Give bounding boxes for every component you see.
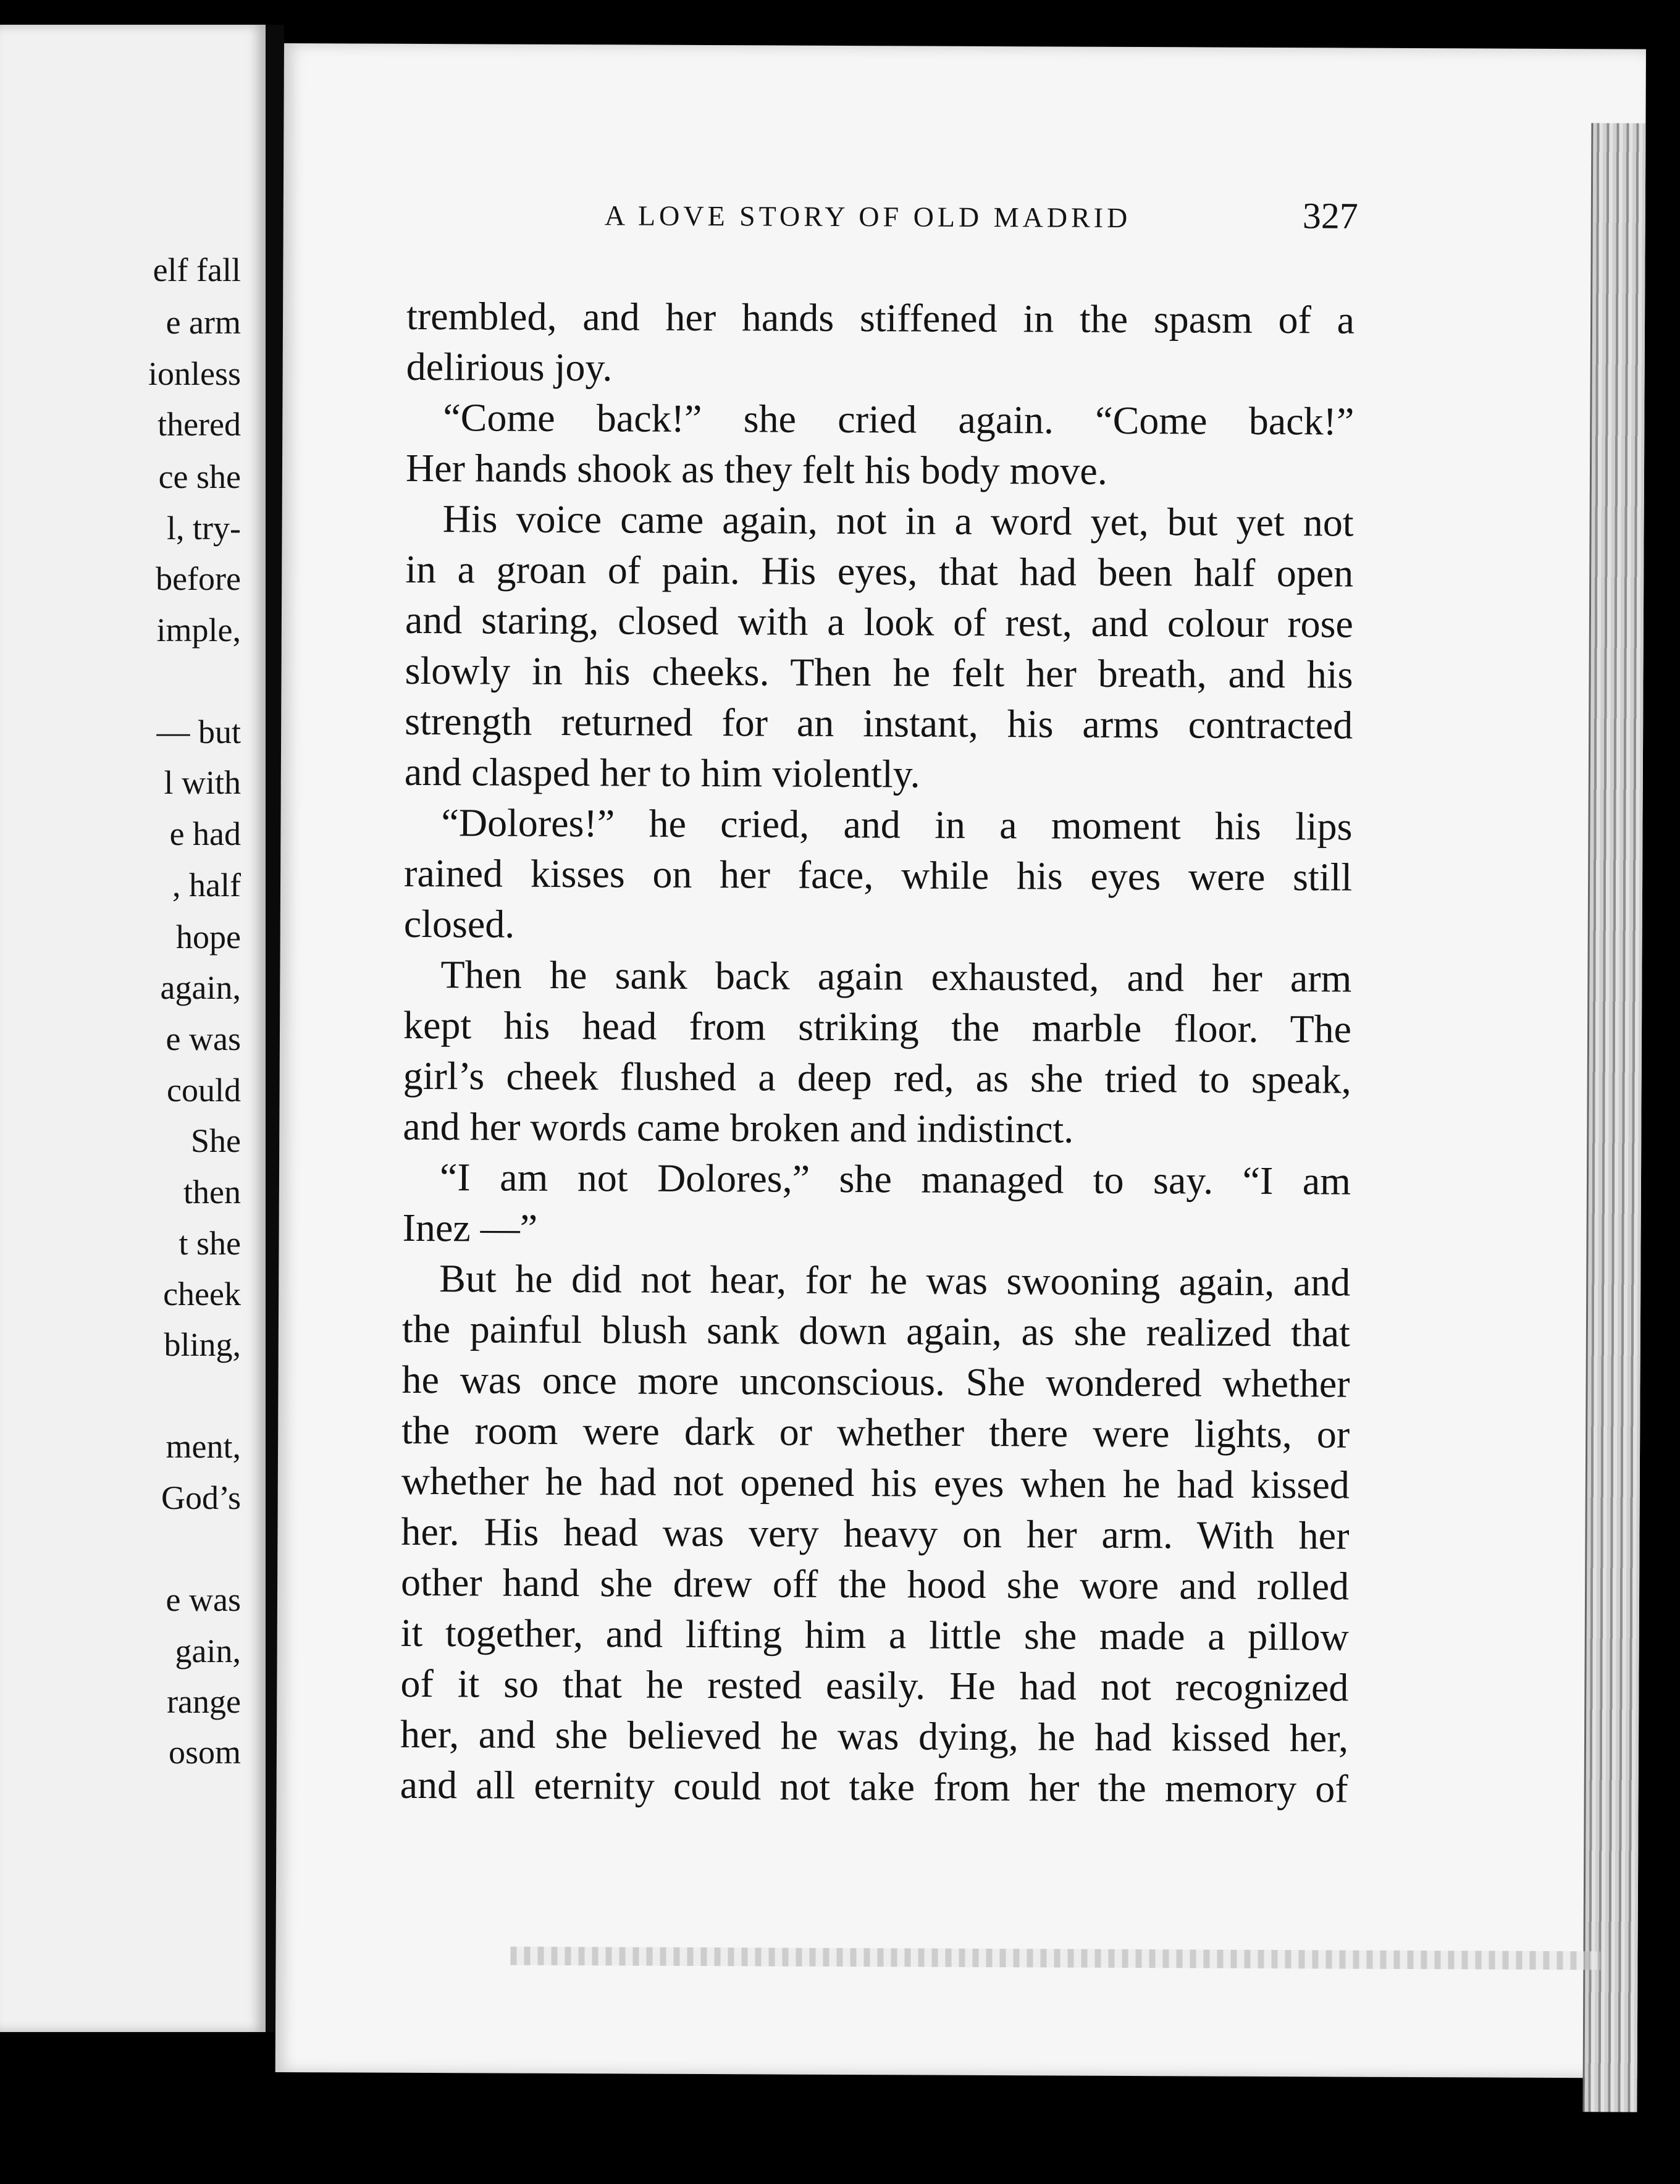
left-line: bling, (164, 1326, 241, 1363)
text-line: rained kisses on her face, while his eyes were still (403, 850, 1353, 899)
text-line: the room were dark or whether there were lights, or (401, 1408, 1350, 1456)
text-line: her, and she believed he was dying, he had kissed her, (400, 1712, 1349, 1760)
left-line: before (156, 560, 241, 597)
text-line: it together, and lifting him a little she made a pillow (400, 1610, 1349, 1659)
text-line: closed. (403, 901, 515, 946)
left-line: ionless (148, 355, 241, 392)
left-line: cheek (163, 1275, 241, 1312)
left-line: ce she (158, 458, 241, 495)
text-line: slowly in his cheeks. Then he felt her breath, and his (405, 648, 1353, 697)
left-line: osom (168, 1734, 241, 1771)
text-line: and clasped her to him violently. (404, 749, 920, 796)
text-line: But he did not hear, for he was swooning again, and (439, 1256, 1351, 1304)
left-line: e arm (166, 304, 241, 341)
bottom-page-edge (510, 1947, 1600, 1970)
left-line: gain, (175, 1632, 241, 1670)
left-line: — but (156, 713, 241, 750)
left-line: could (167, 1072, 241, 1109)
page-number: 327 (1302, 195, 1358, 237)
left-line: thered (158, 406, 241, 443)
text-line: other hand she drew off the hood she wore and rolled (400, 1560, 1350, 1608)
text-line: Her hands shook as they felt his body move. (405, 445, 1107, 493)
text-line: he was once more unconscious. She wondered whether (401, 1357, 1350, 1406)
page-header (284, 195, 1645, 253)
left-line: imple, (156, 611, 241, 649)
text-line: delirious joy. (406, 344, 613, 390)
page-edges (1582, 123, 1645, 2112)
text-line: and staring, closed with a look of rest, and colour rose (405, 597, 1354, 646)
left-line: She (191, 1122, 241, 1159)
text-line: the painful blush sank down again, as she realized that (401, 1306, 1351, 1355)
left-line: then (183, 1174, 241, 1211)
text-line: His voice came again, not in a word yet, but yet not (442, 497, 1354, 545)
right-page (275, 43, 1646, 2078)
left-line: hope (176, 918, 241, 956)
left-line: e had (169, 815, 241, 852)
text-line: in a groan of pain. His eyes, that had been half open (405, 547, 1354, 595)
body-text (400, 291, 1355, 1815)
text-line: “Come back!” she cried again. “Come back!” (443, 395, 1354, 443)
text-line: “Dolores!” he cried, and in a moment his lips (441, 800, 1353, 849)
left-line: e was (166, 1020, 241, 1057)
left-line: ment, (166, 1428, 241, 1465)
text-line: trembled, and her hands stiffened in the spasm of a (406, 293, 1355, 342)
text-line: and all eternity could not take from her the memory of (400, 1762, 1348, 1811)
left-line: elf fall (153, 251, 241, 288)
left-line: e was (166, 1581, 241, 1618)
running-head: A LOVE STORY OF OLD MADRID (604, 200, 1132, 233)
text-line: kept his head from striking the marble floor. The (403, 1002, 1352, 1051)
left-page (0, 25, 266, 2032)
text-line: Then he sank back again exhausted, and her arm (440, 952, 1352, 1001)
left-line: t she (178, 1225, 241, 1262)
left-line: range (167, 1683, 241, 1720)
text-line: her. His head was very heavy on her arm. With her (401, 1509, 1350, 1558)
text-line: strength returned for an instant, his arms contracted (405, 699, 1353, 747)
text-line: Inez —” (402, 1205, 538, 1250)
text-line: of it so that he rested easily. He had not recognized (400, 1661, 1349, 1710)
left-line: , half (172, 867, 241, 904)
text-line: “I am not Dolores,” she managed to say. “I am (439, 1155, 1351, 1203)
text-line: whether he had not opened his eyes when he had kissed (401, 1458, 1350, 1507)
text-line: girl’s cheek flushed a deep red, as she tried to speak, (403, 1053, 1351, 1102)
left-line: God’s (161, 1479, 241, 1516)
left-line: l with (164, 764, 241, 801)
text-line: and her words came broken and indistinct. (403, 1104, 1074, 1151)
left-line: again, (160, 969, 241, 1006)
left-line: l, try- (167, 510, 241, 547)
